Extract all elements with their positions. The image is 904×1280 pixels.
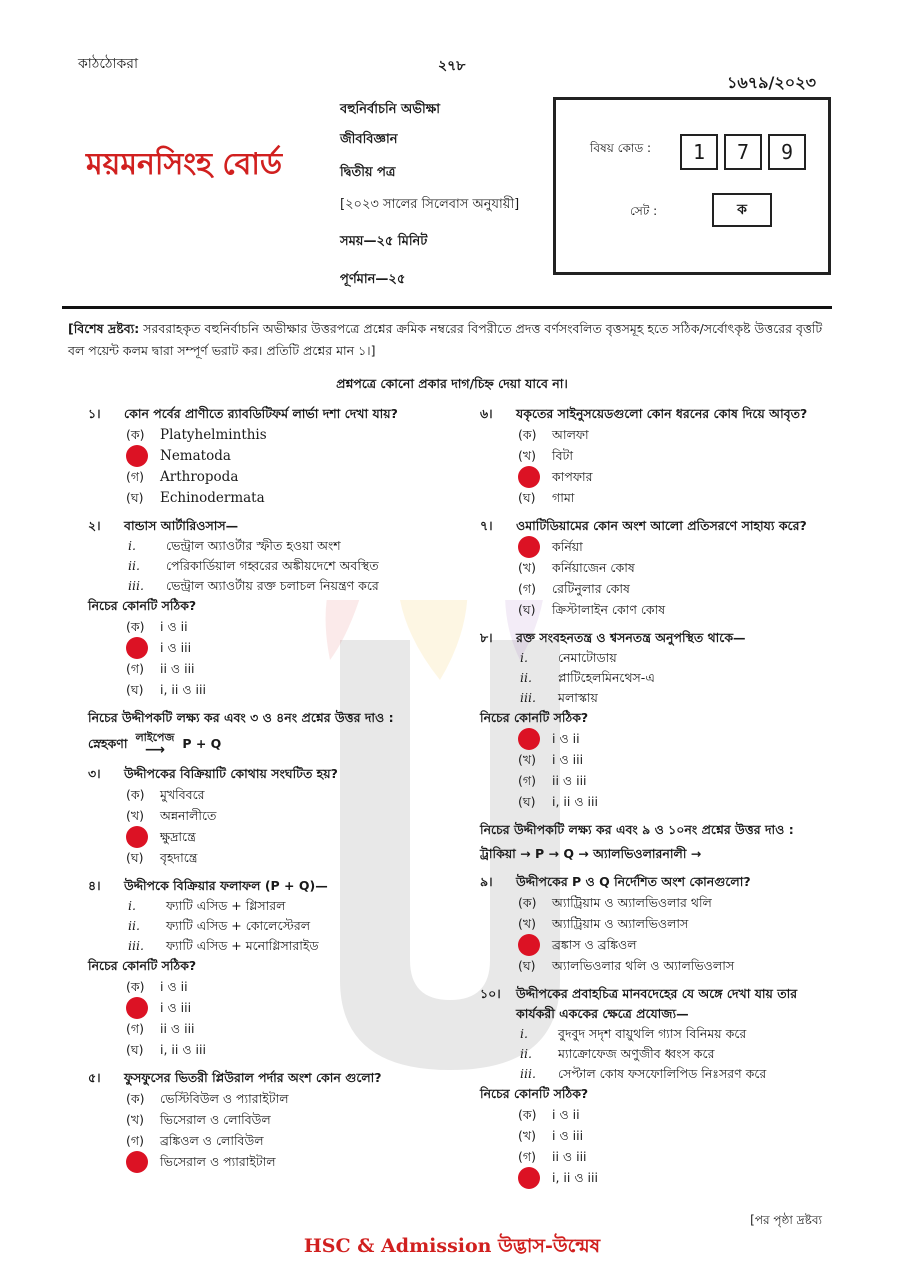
product: P + Q [182,736,222,751]
option[interactable] [480,487,830,508]
question-number: ২। [88,518,101,533]
option-label: (ক) [126,426,145,442]
statement [88,896,448,916]
option-label: (খ) [518,915,536,931]
instruction: নিচের কোনটি সঠিক? [88,598,197,613]
option[interactable] [480,445,830,466]
question-text: উদ্দীপকের P ও Q নির্দেশিত অংশ কোনগুলো? [516,874,751,889]
option-label: (ক) [126,978,145,994]
exam-type: বহুনির্বাচনি অভীক্ষা [340,102,441,117]
instruction: নিচের কোনটি সঠিক? [480,710,589,725]
option-text: রেটিনুলার কোষ [552,580,630,596]
question-8 [480,628,830,812]
question-text: রক্ত সংবহনতন্ত্র ও শ্বসনতন্ত্র অনুপস্থিত থাকে— [516,630,746,645]
question-number: ১০। [480,986,501,1001]
option-label: (ক) [518,1106,537,1122]
option[interactable] [480,728,830,749]
statement-text: ভেন্ট্রাল অ্যাওর্টায় রক্ত চলাচল নিয়ন্ত্রণ করে [166,578,379,593]
option-label [126,637,160,659]
time-limit: সময়—২৫ মিনিট [340,234,428,249]
option-text: Platyhelminthis [160,426,267,443]
subject-code-label: বিষয় কোড : [590,141,652,155]
question-number: ৬। [480,406,493,421]
option-label [126,826,160,848]
question-number: ৯। [480,874,493,889]
option[interactable] [88,826,448,847]
paper-name: দ্বিতীয় পত্র [340,165,396,180]
statement [88,936,448,956]
option-text: আলফা [552,426,589,442]
subject-code-digits [680,134,812,170]
option-text: ব্রঙ্কিওল ও লোবিউল [160,1132,264,1148]
page-number: ২৭৮ [438,58,466,74]
question-10 [480,984,830,1188]
stimulus-2 [480,820,830,864]
statement-label: ii. [128,918,140,933]
statement-label: i. [128,898,136,913]
option[interactable] [480,770,830,791]
option-label: (ক) [126,786,145,802]
option-label: (ঘ) [518,601,536,617]
question-text: কোন পর্বের প্রাণীতে র‍্যাবডিটিফর্ম লার্ভা দশা দেখা যায়? [124,406,398,421]
option[interactable] [88,997,448,1018]
question-text: যকৃতের সাইনুসয়েডগুলো কোন ধরনের কোষ দিয়ে আবৃত? [516,406,808,421]
option-label: (ঘ) [126,489,144,505]
special-notice [68,318,834,362]
statement-label: i. [520,1026,528,1041]
option-label: (ক) [126,618,145,634]
option[interactable] [88,637,448,658]
left-column [88,404,448,1180]
option[interactable] [88,466,448,487]
option-label: (ঘ) [126,1041,144,1057]
option[interactable] [480,749,830,770]
option-text: i ও ii [552,1106,580,1122]
question-7 [480,516,830,620]
statement-label: iii. [520,690,536,705]
option-text: অ্যালভিওলার থলি ও অ্যালভিওলাস [552,957,735,973]
option-text: i, ii ও iii [160,1041,206,1057]
option-label [518,728,552,750]
option-label: (গ) [126,660,144,676]
question-text: বান্ডাস আর্টারিওসাস— [124,518,239,533]
statement-text: ফ্যাটি এসিড + মনোগ্লিসারাইড [166,938,319,953]
statement-label: i. [128,538,136,553]
footer-brand: HSC & Admission উদ্ভাস-উন্মেষ [303,1235,601,1257]
question-5 [88,1068,448,1172]
statement-text: পেরিকার্ডিয়াল গহ্বরের অঙ্কীয়দেশে অবস্থিত [166,558,379,573]
statement [480,668,830,688]
option-text: ভেস্টিবিউল ও প্যারাইটাল [160,1090,289,1106]
option[interactable] [480,892,830,913]
option-text: অন্ননালীতে [160,807,217,823]
enzyme-label: লাইপেজ [135,731,175,744]
code-box [553,97,831,275]
stimulus-instruction: নিচের উদ্দীপকটি লক্ষ্য কর এবং ৩ ও ৪নং প্রশ্নের উত্তর দাও : [88,710,394,725]
question-9 [480,872,830,976]
answer-mark [518,536,540,558]
option[interactable] [88,1109,448,1130]
option[interactable] [88,784,448,805]
stimulus-instruction: নিচের উদ্দীপকটি লক্ষ্য কর এবং ৯ ও ১০নং প্রশ্নের উত্তর দাও : [480,822,794,837]
option-label [518,466,552,488]
option-text: অ্যাট্রিয়াম ও অ্যালভিওলার থলি [552,894,712,910]
option-label: (ক) [126,1090,145,1106]
option-text: ii ও iii [552,1148,587,1164]
option-text: কর্নিয়া [552,538,583,554]
question-number: ৮। [480,630,493,645]
option-label: (গ) [518,1148,536,1164]
option-text: কাপফার [552,468,593,484]
header-left-text: কাঠঠোকরা [78,56,139,72]
statement-text: মলাস্কায় [558,690,598,705]
stimulus-reaction [88,732,448,756]
option-text: i ও ii [160,978,188,994]
option[interactable] [88,805,448,826]
statement-text: ভেন্ট্রাল অ্যাওর্টার স্ফীত হওয়া অংশ [166,538,341,553]
statement-label: ii. [520,670,532,685]
instruction: নিচের কোনটি সঠিক? [480,1086,589,1101]
option-text: i, ii ও iii [160,681,206,697]
option-text: i ও ii [552,730,580,746]
option-text: ভিসেরাল ও লোবিউল [160,1111,271,1127]
statement-text: সেপ্টাল কোষ ফসফোলিপিড নিঃসরণ করে [558,1066,767,1081]
option-label: (গ) [518,580,536,596]
statement-text: ফ্যাটি এসিড + কোলেস্টেরল [166,918,311,933]
answer-mark [126,1151,148,1173]
option[interactable] [88,847,448,868]
option[interactable] [88,1088,448,1109]
reactant: স্নেহকণা [88,736,128,751]
option-text: বিটা [552,447,573,463]
option[interactable] [88,976,448,997]
option[interactable] [480,599,830,620]
option-label: (ঘ) [518,489,536,505]
question-6 [480,404,830,508]
option-text: i ও iii [160,999,192,1015]
option-label [126,445,160,467]
option-label: (খ) [126,807,144,823]
right-column [480,404,830,1196]
question-number: ৭। [480,518,493,533]
option[interactable] [480,1146,830,1167]
question-2 [88,516,448,700]
option-label: (খ) [518,447,536,463]
option-text: ii ও iii [160,1020,195,1036]
statement-label: ii. [520,1046,532,1061]
option-text: গামা [552,489,575,505]
statement [88,916,448,936]
option-label: (খ) [518,1127,536,1143]
option[interactable] [480,557,830,578]
option[interactable] [88,1151,448,1172]
option-text: i ও iii [552,751,584,767]
option-label [126,1151,160,1173]
option-label: (গ) [126,1132,144,1148]
answer-mark [126,997,148,1019]
option-label: (ঘ) [518,957,536,973]
option-text: Nematoda [160,447,231,464]
set-value: ক [712,193,772,227]
option[interactable] [88,487,448,508]
option-text: Arthropoda [160,468,239,485]
option[interactable] [88,1039,448,1060]
option-label [518,536,552,558]
reaction-arrow: লাইপেজ ⟶ [135,731,175,758]
answer-mark [126,445,148,467]
option-text: ii ও iii [552,772,587,788]
question-number: ৩। [88,766,101,781]
option-text: Echinodermata [160,489,265,506]
question-text: ফুসফুসের ভিতরী প্লিউরাল পর্দার অংশ কোন গুলো? [124,1070,382,1085]
statement-text: ম্যাক্রোফেজ অণুজীব ধ্বংস করে [558,1046,715,1061]
statement-text: নেমাটোডায় [558,650,617,665]
option-text: মুখবিবরে [160,786,205,802]
option-text: i, ii ও iii [552,793,598,809]
option[interactable] [480,955,830,976]
statement-label: iii. [128,578,144,593]
answer-mark [518,466,540,488]
option-text: কর্নিয়াজেন কোষ [552,559,635,575]
answer-mark [518,934,540,956]
option-label [518,934,552,956]
option[interactable] [88,616,448,637]
option[interactable] [88,679,448,700]
option-label [126,997,160,1019]
question-number: ৫। [88,1070,101,1085]
answer-mark [126,826,148,848]
statement-text: বুদবুদ সদৃশ বায়ুথলি গ্যাস বিনিময় করে [558,1026,747,1041]
option[interactable] [480,791,830,812]
warning-text: প্রশ্নপত্রে কোনো প্রকার দাগ/চিহ্ন দেয়া যাবে না। [336,376,568,391]
option[interactable] [88,658,448,679]
statement-label: ii. [128,558,140,573]
option-label: (ঘ) [126,849,144,865]
statement [88,536,448,556]
option-label: (গ) [518,772,536,788]
answer-mark [518,1167,540,1189]
option-text: i ও ii [160,618,188,634]
statement [88,556,448,576]
option-label: (ঘ) [518,793,536,809]
code-digit: 1 [680,134,718,170]
option[interactable] [480,424,830,445]
option-label: (ক) [518,894,537,910]
option-text: i ও iii [552,1127,584,1143]
question-number: ১। [88,406,101,421]
question-1 [88,404,448,508]
option[interactable] [480,934,830,955]
option-label: (ঘ) [126,681,144,697]
full-marks: পূর্ণমান—২৫ [340,272,406,287]
statement [480,1024,830,1044]
question-text: উদ্দীপকের বিক্রিয়াটি কোথায় সংঘটিত হয়? [124,766,338,781]
answer-mark [518,728,540,750]
board-title: ময়মনসিংহ বোর্ড [86,147,283,182]
option[interactable] [88,424,448,445]
statement [480,1044,830,1064]
statement [480,648,830,668]
option[interactable] [480,466,830,487]
set-label: সেট : [630,204,658,218]
option-text: i, ii ও iii [552,1169,598,1185]
option-label: (গ) [126,468,144,484]
answer-mark [126,637,148,659]
next-page-note: [পর পৃষ্ঠা দ্রষ্টব্য [750,1213,822,1227]
notice-text: সরবরাহকৃত বহুনির্বাচনি অভীক্ষার উত্তরপত্রে প্রশ্নের ক্রমিক নম্বরের বিপরীতে প্রদত্ত বর্ণসংবলিত বৃত্তসমূহ হতে সঠিক/সর্বোৎকৃষ্ট উত্তরের বৃত্তটি বল পয়েন্ট কলম দ্বারা সম্পূর্ণ ভরাট কর। প্রতিটি প্রশ্নের মান ১।] [68,321,823,358]
option-label: (খ) [518,559,536,575]
code-digit: 9 [768,134,806,170]
statement [88,576,448,596]
question-text: ওমাটিডিয়ামের কোন অংশ আলো প্রতিসরণে সাহায্য করে? [516,518,807,533]
notice-lead: [বিশেষ দ্রষ্টব্য: [68,321,140,336]
option-text: ভিসেরাল ও প্যারাইটাল [160,1153,276,1169]
statement-text: প্লাটিহেলমিনথেস-এ [558,670,655,685]
option-label: (ক) [518,426,537,442]
syllabus-note: [২০২৩ সালের সিলেবাস অনুযায়ী] [340,197,520,212]
divider [62,306,832,309]
stimulus-1 [88,708,448,756]
option-label: (গ) [126,1020,144,1036]
question-4 [88,876,448,1060]
option[interactable] [480,1125,830,1146]
statement-text: ফ্যাটি এসিড + গ্লিসারল [166,898,286,913]
code-digit: 7 [724,134,762,170]
option[interactable] [480,536,830,557]
option-label: (খ) [518,751,536,767]
option[interactable] [480,578,830,599]
question-text: উদ্দীপকে বিক্রিয়ার ফলাফল (P + Q)— [124,878,328,893]
paper-code: ১৬৭৯/২০২৩ [726,73,816,92]
option[interactable] [480,1167,830,1188]
option-text: অ্যাট্রিয়াম ও অ্যালভিওলাস [552,915,689,931]
option[interactable] [480,1104,830,1125]
question-text: উদ্দীপকের প্রবাহচিত্র মানবদেহের যে অঙ্গে দেখা যায় তার কার্যকরী এককের ক্ষেত্রে প্রযোজ্য— [516,986,798,1021]
question-number: ৪। [88,878,101,893]
option-text: ক্ষুদ্রান্ত্রে [160,828,196,844]
option-label: (খ) [126,1111,144,1127]
option-text: ii ও iii [160,660,195,676]
option-text: ব্রঙ্কাস ও ব্রঙ্কিওল [552,936,637,952]
option-label [518,1167,552,1189]
stimulus-flow: ট্রাকিয়া → P → Q → অ্যালভিওলারনালী → [480,846,702,861]
option[interactable] [88,445,448,466]
statement-label: iii. [128,938,144,953]
question-3 [88,764,448,868]
statement [480,688,830,708]
option[interactable] [88,1018,448,1039]
option-text: বৃহদান্ত্রে [160,849,198,865]
option-text: ক্রিস্টালাইন কোণ কোষ [552,601,666,617]
option[interactable] [88,1130,448,1151]
option-text: i ও iii [160,639,192,655]
statement-label: iii. [520,1066,536,1081]
instruction: নিচের কোনটি সঠিক? [88,958,197,973]
option[interactable] [480,913,830,934]
statement-label: i. [520,650,528,665]
statement [480,1064,830,1084]
subject-name: জীববিজ্ঞান [340,132,398,147]
